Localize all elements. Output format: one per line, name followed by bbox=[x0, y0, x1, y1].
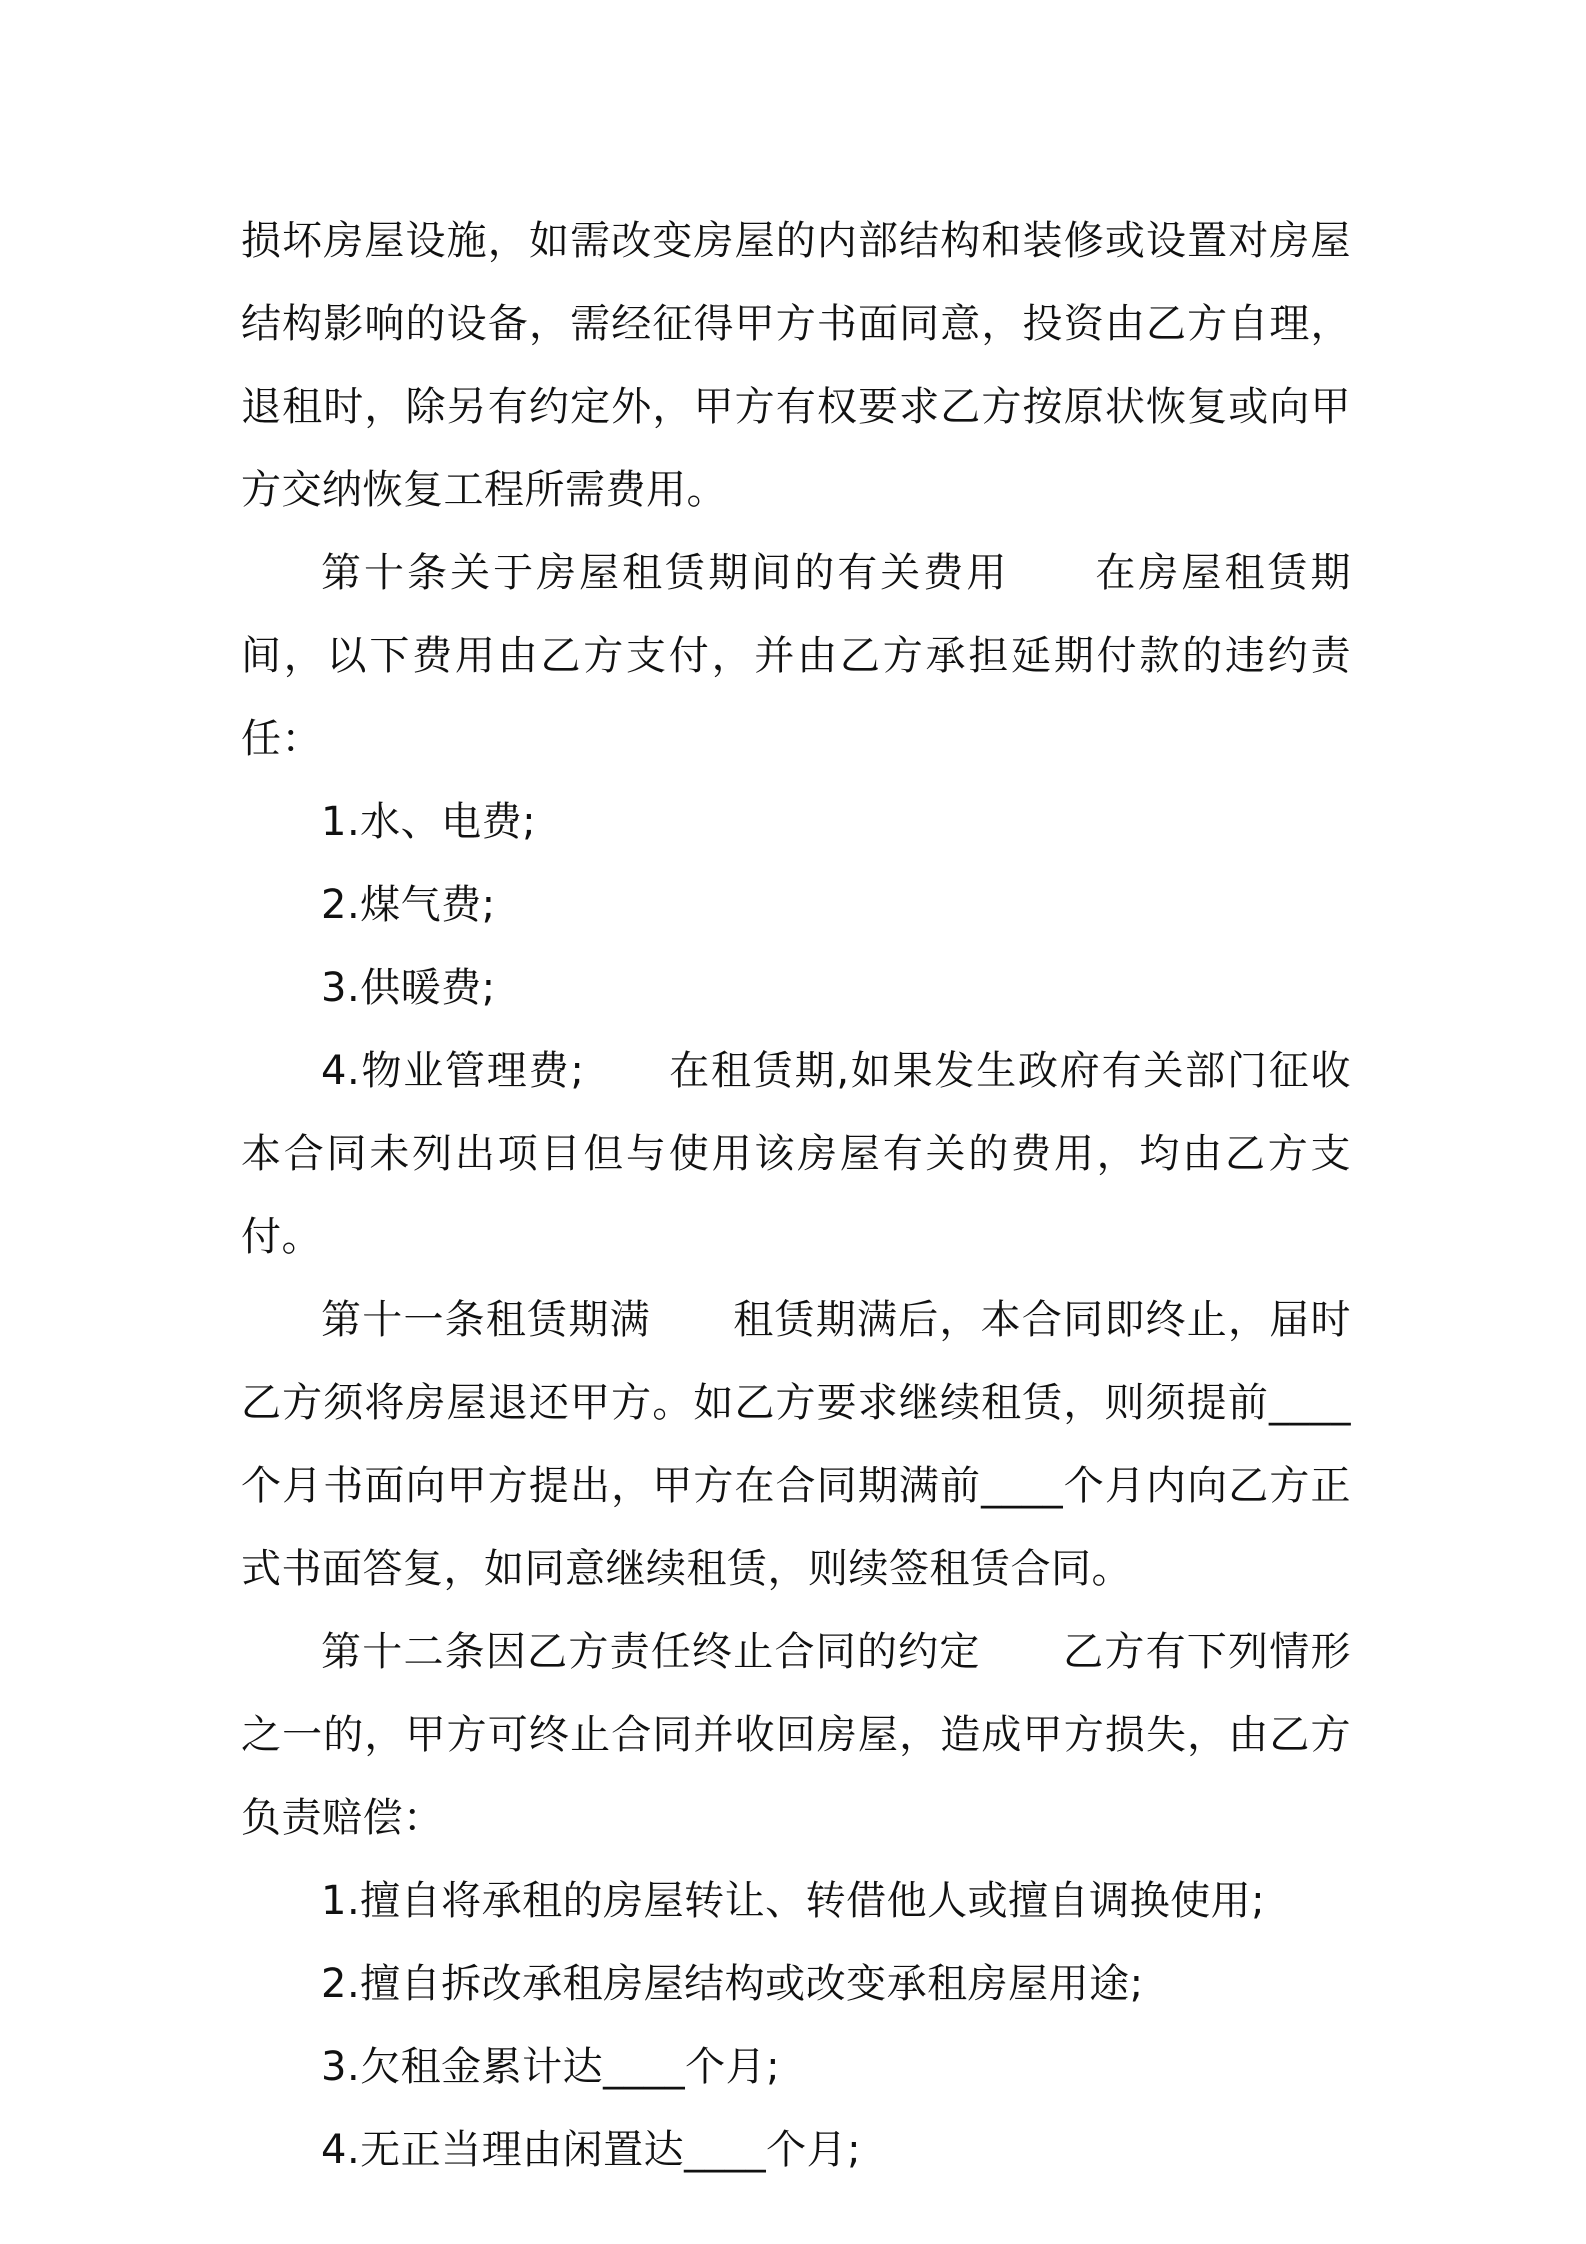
paragraph-article-10: 第十条关于房屋租赁期间的有关费用 在房屋租赁期间，以下费用由乙方支付，并由乙方承担延期付款的违约责任： bbox=[241, 550, 1351, 762]
list-item-rent-arrears: 3.欠租金累计达____个月; bbox=[321, 2044, 781, 2090]
list-item-sublet: 1.擅自将承租的房屋转让、转借他人或擅自调换使用; bbox=[321, 1878, 1266, 1924]
paragraph-article-12: 第十二条因乙方责任终止合同的约定 乙方有下列情形之一的，甲方可终止合同并收回房屋，造成甲方损失，由乙方负责赔偿： bbox=[241, 1629, 1351, 1841]
list-item-gas: 2.煤气费; bbox=[321, 882, 496, 928]
list-item-property-management: 4.物业管理费; 在租赁期,如果发生政府有关部门征收本合同未列出项目但与使用该房屋有关的费用，均由乙方支付。 bbox=[241, 1048, 1351, 1260]
document-body bbox=[241, 200, 1351, 2192]
list-item-heating: 3.供暖费; bbox=[321, 965, 496, 1011]
list-item-alteration: 2.擅自拆改承租房屋结构或改变承租房屋用途; bbox=[321, 1961, 1144, 2007]
paragraph-article-11: 第十一条租赁期满 租赁期满后，本合同即终止，届时乙方须将房屋退还甲方。如乙方要求继续租赁，则须提前____个月书面向甲方提出，甲方在合同期满前____个月内向乙方正式书面答复，如同意继续租赁，则续签租赁合同。 bbox=[241, 1297, 1351, 1592]
paragraph-facilities-clause: 损坏房屋设施，如需改变房屋的内部结构和装修或设置对房屋结构影响的设备，需经征得甲方书面同意，投资由乙方自理，退租时，除另有约定外，甲方有权要求乙方按原状恢复或向甲方交纳恢复工程所需费用。 bbox=[241, 218, 1351, 513]
list-item-idle: 4.无正当理由闲置达____个月; bbox=[321, 2127, 862, 2173]
list-item-water-electricity: 1.水、电费; bbox=[321, 799, 537, 845]
